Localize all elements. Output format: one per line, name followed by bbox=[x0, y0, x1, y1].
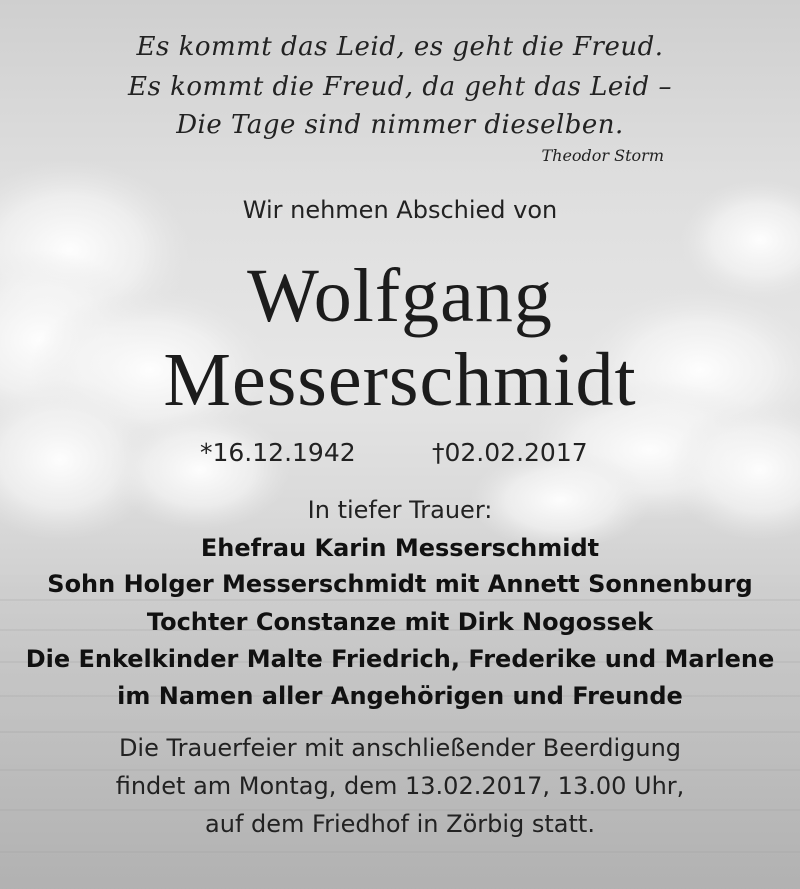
family-line-3: Tochter Constanze mit Dirk Nogossek bbox=[146, 608, 654, 636]
family-line-1: Ehefrau Karin Messerschmidt bbox=[200, 534, 600, 562]
quote-line-2: Es kommt die Freud, da geht das Leid – bbox=[128, 72, 672, 102]
intro-text: Wir nehmen Abschied von bbox=[242, 196, 558, 224]
service-line-1: Die Trauerfeier mit anschließender Beerdigung bbox=[118, 734, 682, 762]
service-line-2: findet am Montag, dem 13.02.2017, 13.00 Uhr, bbox=[115, 772, 685, 800]
family-line-5: im Namen aller Angehörigen und Freunde bbox=[117, 682, 683, 710]
mourning-heading: In tiefer Trauer: bbox=[307, 496, 493, 524]
death-date: †02.02.2017 bbox=[432, 438, 588, 467]
birth-date: *16.12.1942 bbox=[200, 438, 356, 467]
service-line-3: auf dem Friedhof in Zörbig statt. bbox=[205, 810, 595, 838]
family-line-2: Sohn Holger Messerschmidt mit Annett Sonnenburg bbox=[47, 570, 753, 598]
deceased-first-name: Wolfgang bbox=[247, 254, 553, 338]
deceased-last-name: Messerschmidt bbox=[163, 338, 637, 422]
quote-line-3: Die Tage sind nimmer dieselben. bbox=[176, 110, 624, 140]
quote-author: Theodor Storm bbox=[541, 146, 664, 165]
family-line-4: Die Enkelkinder Malte Friedrich, Frederike und Marlene bbox=[25, 645, 775, 673]
quote-line-1: Es kommt das Leid, es geht die Freud. bbox=[136, 32, 664, 62]
